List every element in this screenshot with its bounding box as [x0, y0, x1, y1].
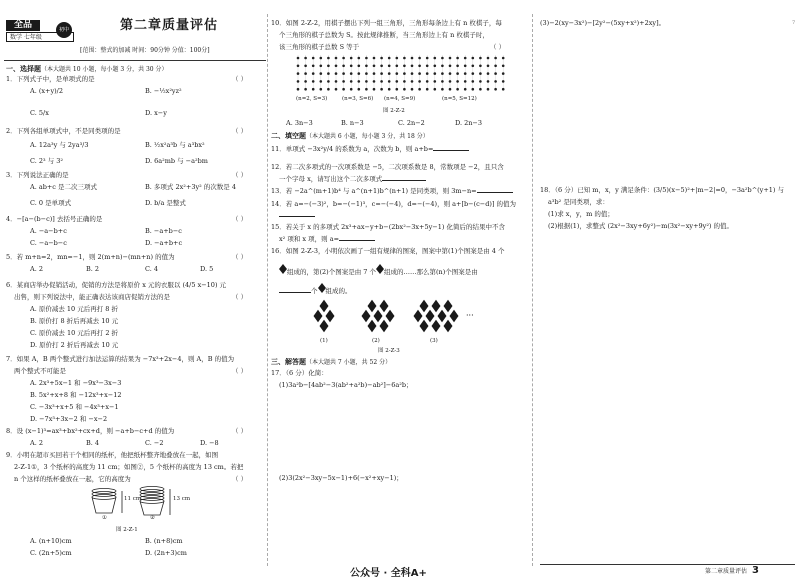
answer-paren: （ ）: [232, 367, 248, 375]
checker-piece: [320, 72, 323, 75]
checker-piece: [411, 80, 414, 83]
question-17-part-2: (2)3(2x²−3xy−5x−1)+6(−x²+xy−1)；: [279, 474, 403, 482]
checker-piece: [411, 65, 414, 68]
column-divider: [532, 14, 533, 566]
option: B. −½x²yz²: [145, 87, 182, 95]
checker-piece: [426, 88, 429, 91]
checker-piece: [312, 88, 315, 91]
brand-logo: [6, 20, 74, 42]
pattern-caption: (n=4, S=9): [384, 96, 416, 102]
checker-piece: [365, 57, 368, 60]
diamond-shape: [379, 319, 389, 333]
checker-piece: [380, 88, 383, 91]
checker-piece: [472, 57, 475, 60]
option: A. 2: [30, 439, 43, 447]
checker-piece: [342, 80, 345, 83]
option: A. ab+c 是二次三项式: [30, 183, 98, 191]
checker-piece: [403, 65, 406, 68]
option: D. 原价打 2 折后再减去 10 元: [30, 341, 119, 349]
checker-piece: [297, 57, 300, 60]
option: A. 12a³y 与 2ya³/3: [30, 141, 89, 149]
checker-piece: [464, 72, 467, 75]
question-18-line-2: a³b² 是同类项，求：: [548, 198, 609, 206]
checker-piece: [350, 80, 353, 83]
option: C. 2³ 与 3²: [30, 157, 63, 165]
option: D. 2n−3: [455, 119, 483, 127]
section-heading: 三、解答题（本大题共 7 小题，共 52 分）: [271, 358, 392, 366]
answer-paren: （ ）: [232, 75, 248, 83]
checker-piece: [396, 65, 399, 68]
option: C. (2n+5)cm: [30, 549, 72, 557]
checker-piece: [396, 72, 399, 75]
checker-piece: [456, 57, 459, 60]
checker-piece: [426, 72, 429, 75]
answer-paren: （ ）: [232, 215, 248, 223]
pattern-number: (2): [372, 338, 380, 344]
checker-piece: [373, 80, 376, 83]
checker-piece: [479, 57, 482, 60]
question-18-line-3: (1)求 x，y，m 的值；: [548, 210, 614, 218]
checker-piece: [403, 72, 406, 75]
checker-piece: [502, 80, 505, 83]
diamond-pattern-figure: [300, 296, 490, 340]
checker-piece: [388, 80, 391, 83]
option: D. −8: [200, 439, 219, 447]
answer-blank[interactable]: [279, 216, 315, 217]
checker-piece: [494, 65, 497, 68]
checker-piece: [358, 65, 361, 68]
checker-piece: [464, 88, 467, 91]
checker-piece: [335, 57, 338, 60]
checker-piece: [487, 88, 490, 91]
question-15: x² 项和 x 项，则 a=: [279, 236, 375, 244]
checker-piece: [494, 57, 497, 60]
answer-paren: （ ）: [232, 427, 248, 435]
diamond-shape: [419, 319, 429, 333]
option: C. −2: [145, 439, 164, 447]
checker-piece: [342, 57, 345, 60]
checker-piece: [494, 80, 497, 83]
divider: [4, 60, 266, 61]
diamond-shape: [413, 309, 423, 323]
checker-piece: [365, 88, 368, 91]
option: D. 6a²mb 与 −a²bm: [145, 157, 208, 165]
question-6-stem: 6．某商店举办促销活动，促销的方法是将原价 x 元的衣服以 (4/5 x−10) 元: [6, 281, 227, 289]
question-5-stem: 5．若 m+n=2，mn=−1，则 2(m+n)−(mn+n) 的值为: [6, 253, 175, 261]
cup-stack-2: [140, 487, 170, 516]
diamond-shape: [419, 299, 429, 313]
checker-piece: [350, 57, 353, 60]
checker-piece: [297, 72, 300, 75]
checker-piece: [358, 72, 361, 75]
checker-piece: [487, 80, 490, 83]
answer-blank[interactable]: [339, 240, 375, 241]
option: B. 2: [86, 265, 100, 273]
answer-paren: （ ）: [232, 293, 248, 301]
checker-piece: [411, 88, 414, 91]
checker-piece: [297, 88, 300, 91]
question-7-stem: 7．如果 A，B 两个整式进行加法运算的结果为 −7x³+2x−4，则 A，B 的值为: [6, 355, 235, 363]
answer-paren: （ ）: [232, 171, 248, 179]
checker-piece: [479, 72, 482, 75]
option: A. −a−b+c: [30, 227, 67, 235]
diamond-shape: [319, 319, 329, 333]
checker-piece: [487, 72, 490, 75]
checker-piece: [456, 88, 459, 91]
checker-piece: [365, 72, 368, 75]
checker-piece: [320, 57, 323, 60]
checker-piece: [434, 72, 437, 75]
option: C. 5/x: [30, 109, 49, 117]
option: D. −a+b+c: [145, 239, 183, 247]
question-7-stem-2: 两个整式不可能是: [14, 367, 66, 375]
option: B. (n+8)cm: [145, 537, 183, 545]
checker-piece: [502, 57, 505, 60]
pattern-number: (1): [320, 338, 328, 344]
checker-piece: [358, 57, 361, 60]
option: D. (2n+3)cm: [145, 549, 187, 557]
checker-piece: [472, 80, 475, 83]
column-divider: [267, 14, 268, 566]
option: A. 原价减去 10 元后再打 8 折: [30, 305, 118, 313]
checker-piece: [297, 80, 300, 83]
diamond-shape: [431, 299, 441, 313]
answer-paren: （ ）: [490, 43, 506, 51]
checker-piece: [365, 65, 368, 68]
brand-sub: 数学 七年级: [6, 32, 74, 42]
answer-blank[interactable]: [477, 192, 513, 193]
question-17-stem: 17．（6 分）化简：: [271, 369, 328, 377]
checker-piece: [418, 65, 421, 68]
option: A. (n+10)cm: [30, 537, 72, 545]
checker-piece: [327, 65, 330, 68]
checker-piece: [304, 57, 307, 60]
checker-piece: [335, 65, 338, 68]
checker-piece: [418, 80, 421, 83]
checker-piece: [304, 80, 307, 83]
checker-piece: [449, 80, 452, 83]
checker-piece: [472, 72, 475, 75]
pattern-caption: (n=3, S=6): [342, 96, 374, 102]
question-3-stem: 3．下列说法正确的是: [6, 171, 69, 179]
checker-piece: [502, 88, 505, 91]
checker-piece: [350, 88, 353, 91]
checker-piece: [479, 80, 482, 83]
checker-piece: [320, 65, 323, 68]
option: C. 2n−2: [398, 119, 425, 127]
checker-pattern-figure: [295, 55, 510, 93]
diamond-shape: [373, 309, 383, 323]
checker-piece: [411, 57, 414, 60]
diamond-shape: [443, 299, 453, 313]
option: D. x−y: [145, 109, 167, 117]
option: B. ½x²a³b 与 a³bx²: [145, 141, 205, 149]
question-9-line-2: 2-Z-1①，3 个纸杯的高度为 11 cm；如图②，5 个纸杯的高度为 13 cm。若把: [14, 463, 244, 471]
answer-paren: （ ）: [232, 127, 248, 135]
checker-piece: [449, 88, 452, 91]
question-9-line-3: n 个这样的纸杯叠放在一起，它的高度为: [14, 475, 131, 483]
checker-piece: [456, 65, 459, 68]
cup-height-2: 13 cm: [173, 496, 191, 502]
checker-piece: [327, 88, 330, 91]
checker-piece: [388, 65, 391, 68]
question-9-line-1: 9．小明在超市买回若干个相同的纸杯，他把纸杯整齐地叠放在一起，如图: [6, 451, 219, 459]
checker-piece: [464, 57, 467, 60]
checker-piece: [426, 80, 429, 83]
option: D. −7x³+3x−2 和 −x−2: [30, 415, 108, 423]
cup-height-1: 11 cm: [124, 496, 142, 502]
question-16-line-3: 个 组成的。: [279, 283, 352, 296]
option: B. −a+b−c: [145, 227, 182, 235]
option: D. b/a 是整式: [145, 199, 186, 207]
checker-piece: [373, 57, 376, 60]
checker-piece: [304, 72, 307, 75]
question-13: 13．若 −2a^(m+1)b⁴ 与 a^(n+1)b^(n+1) 是同类项，则 3m−n=: [271, 188, 513, 196]
checker-piece: [335, 72, 338, 75]
question-11: 11．单项式 −3x²y/4 的系数为 a，次数为 b，则 a+b=: [271, 146, 469, 154]
checker-piece: [472, 65, 475, 68]
checker-piece: [441, 88, 444, 91]
option: B. n−3: [341, 119, 364, 127]
checker-piece: [403, 80, 406, 83]
checker-piece: [304, 65, 307, 68]
checker-piece: [335, 88, 338, 91]
checker-piece: [434, 88, 437, 91]
checker-piece: [358, 80, 361, 83]
pattern-caption: (n=2, S=3): [296, 96, 328, 102]
cups-figure: [80, 485, 190, 525]
diamond-shape: [367, 299, 377, 313]
diamond-shape: [379, 299, 389, 313]
checker-piece: [373, 88, 376, 91]
checker-piece: [472, 88, 475, 91]
checker-piece: [396, 80, 399, 83]
answer-blank[interactable]: [279, 292, 311, 293]
checker-piece: [479, 88, 482, 91]
diamond-icon: [279, 264, 287, 272]
option: D. 5: [200, 265, 214, 273]
checker-piece: [441, 80, 444, 83]
diamond-shape: [385, 309, 395, 323]
question-1-stem: 1．下列式子中，是单项式的是: [6, 75, 95, 83]
diamond-icon: [318, 283, 326, 296]
checker-piece: [380, 57, 383, 60]
checker-piece: [494, 72, 497, 75]
question-16-line-1: 16．如图 2-Z-3，小明依次画了一组有规律的图案，图案中第(1)个图案是由 4 个: [271, 247, 505, 255]
checker-piece: [388, 57, 391, 60]
question-18-line-4: (2)根据(1)，求整式 (2x²−3xy+6y²)−m(3x²−xy+9y²) 的值。: [548, 222, 734, 230]
checker-piece: [396, 88, 399, 91]
footer-title: 第二章质量评估: [705, 568, 748, 575]
section-heading: 一、选择题（本大题共 10 小题，每小题 3 分，共 30 分）: [6, 65, 168, 73]
option: C. −3x³+x+5 和 −4x³+x−1: [30, 403, 119, 411]
figure-caption: 图 2-Z-1: [116, 527, 138, 533]
page-title: 第二章质量评估: [120, 18, 219, 33]
question-12: 一个字母 x，请写出这个二次多项式: [279, 176, 426, 184]
diamond-shape: [431, 319, 441, 333]
checker-piece: [449, 65, 452, 68]
question-17-part-3: (3)−2(xy−3x²)−[2y²−(5xy+x²)+2xy]。: [540, 19, 666, 27]
checker-piece: [342, 65, 345, 68]
checker-piece: [441, 72, 444, 75]
checker-piece: [396, 57, 399, 60]
brand-seal: 初中: [56, 22, 72, 38]
checker-piece: [434, 80, 437, 83]
footer-rule: [540, 564, 795, 565]
checker-piece: [426, 57, 429, 60]
question-14: 14．若 a=−(−3)²，b=−(−1)³，c=−(−4)，d=−(−4)，则 a+[b−(c−d)] 的值为: [271, 200, 517, 208]
checker-piece: [350, 72, 353, 75]
checker-piece: [312, 65, 315, 68]
option: B. 原价打 8 折后再减去 10 元: [30, 317, 119, 325]
question-15-line-1: 15．若关于 x 的多项式 2x³+ax−y+b−(2bx²−3x+5y−1) 化简后的结果中不含: [271, 223, 505, 231]
page-number: 3: [752, 565, 759, 576]
exam-meta: [范围：整式的加减 时间：90分钟 分值：100分]: [80, 47, 210, 54]
section-heading: 二、填空题（本大题共 6 小题，每小题 3 分，共 18 分）: [271, 132, 429, 140]
option: A. 3n−3: [286, 119, 313, 127]
diamond-shape: [361, 309, 371, 323]
checker-piece: [487, 65, 490, 68]
figure-caption: 图 2-Z-3: [378, 348, 400, 354]
option: A. (x+y)/2: [30, 87, 64, 95]
checker-piece: [441, 57, 444, 60]
diamond-shape: [367, 319, 377, 333]
checker-piece: [449, 57, 452, 60]
checker-piece: [456, 72, 459, 75]
checker-piece: [350, 65, 353, 68]
diamond-shape: [449, 309, 459, 323]
checker-piece: [487, 57, 490, 60]
diamond-shape: [319, 299, 329, 313]
checker-piece: [297, 65, 300, 68]
checker-piece: [449, 72, 452, 75]
checker-piece: [479, 65, 482, 68]
checker-piece: [464, 65, 467, 68]
checker-piece: [411, 72, 414, 75]
brand-main: 全品: [6, 20, 40, 31]
checker-piece: [380, 72, 383, 75]
question-10-line-1: 10．如图 2-Z-2，用棋子摆出下列一组三角形，三角形每条边上有 n 枚棋子，每: [271, 19, 502, 27]
checker-piece: [327, 57, 330, 60]
question-17-part-1: (1)3a²b−[4ab²−3(ab²+a²b)−ab²]−6a²b；: [279, 381, 413, 389]
diamond-icon: [376, 264, 384, 277]
diamond-shape: [437, 309, 447, 323]
checker-piece: [418, 57, 421, 60]
checker-piece: [342, 72, 345, 75]
checker-piece: [403, 88, 406, 91]
option: C. 4: [145, 265, 159, 273]
checker-piece: [502, 72, 505, 75]
checker-piece: [380, 65, 383, 68]
question-8-stem: 8．设 (x−1)³=ax³+bx²+cx+d，则 −a+b−c+d 的值为: [6, 427, 175, 435]
question-2-stem: 2．下列各组单项式中，不是同类项的是: [6, 127, 121, 135]
checker-piece: [304, 88, 307, 91]
question-12-line-1: 12．若二次多项式的一次项系数是 −5，二次项系数是 8，常数项是 −2，且只含: [271, 163, 504, 171]
answer-paren: （ ）: [232, 475, 248, 483]
ellipsis: ···: [466, 311, 474, 320]
figure-caption: 图 2-Z-2: [383, 108, 405, 114]
pattern-number: (3): [430, 338, 438, 344]
checker-piece: [320, 88, 323, 91]
diamond-shape: [443, 319, 453, 333]
checker-piece: [312, 57, 315, 60]
checker-piece: [327, 72, 330, 75]
checker-piece: [388, 72, 391, 75]
checker-piece: [335, 80, 338, 83]
option: C. 原价减去 10 元后再打 2 折: [30, 329, 119, 337]
checker-piece: [418, 72, 421, 75]
option: A. 2x³+5x−1 和 −9x³−3x−3: [30, 379, 122, 387]
checker-piece: [403, 57, 406, 60]
checker-piece: [358, 88, 361, 91]
checker-piece: [426, 65, 429, 68]
option: A. 2: [30, 265, 43, 273]
checker-piece: [494, 88, 497, 91]
checker-piece: [373, 65, 376, 68]
checker-piece: [320, 80, 323, 83]
option: C. −a−b−c: [30, 239, 67, 247]
margin-mark: 7: [792, 20, 796, 26]
checker-piece: [312, 80, 315, 83]
option: C. 0 是单项式: [30, 199, 72, 207]
option: B. 多项式 2x²+3y² 的次数是 4: [145, 183, 237, 191]
checker-piece: [365, 80, 368, 83]
checker-piece: [388, 88, 391, 91]
checker-piece: [456, 80, 459, 83]
diamond-shape: [325, 309, 335, 323]
question-16-line-2: 组成的，第(2)个图案是由 7 个 组成的……那么第(n)个图案是由: [279, 264, 478, 277]
answer-blank[interactable]: [382, 180, 426, 181]
checker-piece: [418, 88, 421, 91]
question-10-line-3: 该三角形的棋子总数 S 等于: [279, 43, 360, 51]
cup-label-2: ②: [150, 515, 155, 521]
checker-piece: [327, 80, 330, 83]
checker-piece: [502, 65, 505, 68]
question-4-stem: 4．−[a−(b−c)] 去括号正确的是: [6, 215, 103, 223]
option: B. 4: [86, 439, 100, 447]
checker-piece: [342, 88, 345, 91]
pattern-caption: (n=5, S=12): [442, 96, 477, 102]
checker-piece: [464, 80, 467, 83]
cup-label-1: ①: [102, 515, 107, 521]
answer-paren: （ ）: [232, 253, 248, 261]
checker-piece: [441, 65, 444, 68]
option: B. 5x²+x+8 和 −12x³+x−12: [30, 391, 122, 399]
diamond-shape: [313, 309, 323, 323]
checker-piece: [434, 57, 437, 60]
checker-piece: [434, 65, 437, 68]
question-10-line-2: 个三角形的棋子总数为 S。按此规律推断，当三角形边上有 n 枚棋子时，: [279, 31, 489, 39]
checker-piece: [312, 72, 315, 75]
question-18-line-1: 18．（6 分）已知 m，x，y 满足条件：(3/5)(x−5)²+|m−2|=0，−3a²b^(y+1) 与: [540, 186, 785, 194]
answer-blank[interactable]: [433, 150, 469, 151]
question-14-blank: [279, 212, 315, 220]
footer-watermark: 公众号 · 全科A+: [350, 568, 427, 579]
cup-stack-1: [92, 489, 122, 514]
checker-piece: [380, 80, 383, 83]
question-6-stem-2: 出售，则下列说法中，能正确表达该商店促销方法的是: [14, 293, 170, 301]
diamond-shape: [425, 309, 435, 323]
checker-piece: [373, 72, 376, 75]
